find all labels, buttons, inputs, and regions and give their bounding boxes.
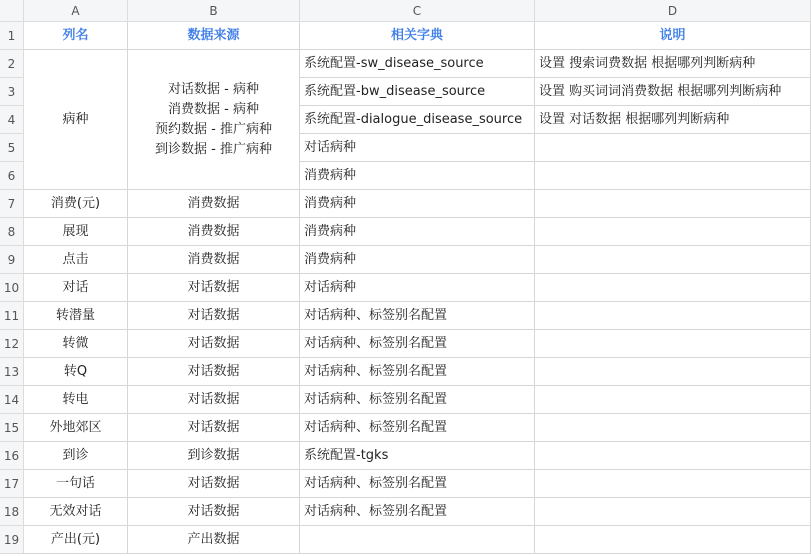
table-cell-c[interactable]: 消费病种 (300, 162, 535, 190)
table-cell-a[interactable]: 外地郊区 (24, 414, 128, 442)
table-cell-c[interactable]: 对话病种、标签别名配置 (300, 302, 535, 330)
table-cell-b[interactable]: 对话数据 (128, 330, 300, 358)
data-source-line: 预约数据 - 推广病种 (155, 121, 272, 137)
row-number[interactable]: 6 (0, 162, 24, 190)
table-cell-c[interactable]: 对话病种、标签别名配置 (300, 330, 535, 358)
table-cell-c[interactable] (300, 526, 535, 554)
table-cell-d[interactable] (535, 442, 811, 470)
table-cell-a[interactable]: 无效对话 (24, 498, 128, 526)
table-cell-b[interactable]: 消费数据 (128, 190, 300, 218)
row-number[interactable]: 5 (0, 134, 24, 162)
table-cell-b[interactable]: 对话数据 (128, 498, 300, 526)
table-cell-a[interactable]: 转微 (24, 330, 128, 358)
table-cell-a[interactable]: 转Q (24, 358, 128, 386)
table-cell-d[interactable]: 设置 搜索词费数据 根据哪列判断病种 (535, 50, 811, 78)
table-cell-b[interactable]: 产出数据 (128, 526, 300, 554)
column-header-d[interactable]: D (535, 0, 811, 22)
row-number[interactable]: 13 (0, 358, 24, 386)
table-cell-c[interactable]: 系统配置-tgks (300, 442, 535, 470)
table-cell-d[interactable] (535, 274, 811, 302)
table-cell-d[interactable] (535, 134, 811, 162)
table-cell-d[interactable] (535, 498, 811, 526)
table-cell-c[interactable]: 消费病种 (300, 218, 535, 246)
table-cell-b[interactable]: 对话数据 (128, 274, 300, 302)
table-cell-c[interactable]: 消费病种 (300, 246, 535, 274)
table-cell-a[interactable]: 对话 (24, 274, 128, 302)
table-cell-b[interactable]: 对话数据 (128, 470, 300, 498)
table-cell-b[interactable]: 对话数据 (128, 302, 300, 330)
column-header-b[interactable]: B (128, 0, 300, 22)
table-cell-a[interactable]: 展现 (24, 218, 128, 246)
table-cell-d[interactable] (535, 162, 811, 190)
table-cell-d[interactable] (535, 470, 811, 498)
table-cell-b[interactable]: 对话数据 (128, 386, 300, 414)
table-cell-a[interactable]: 到诊 (24, 442, 128, 470)
table-cell-a[interactable]: 消费(元) (24, 190, 128, 218)
table-cell-d[interactable] (535, 386, 811, 414)
table-cell-d[interactable] (535, 190, 811, 218)
table-cell-d[interactable] (535, 302, 811, 330)
table-cell-d[interactable] (535, 218, 811, 246)
table-cell-d[interactable] (535, 526, 811, 554)
row-number[interactable]: 19 (0, 526, 24, 554)
table-cell-d[interactable]: 设置 对话数据 根据哪列判断病种 (535, 106, 811, 134)
select-all-corner[interactable] (0, 0, 24, 22)
data-source-line: 对话数据 - 病种 (168, 81, 259, 97)
table-cell-c[interactable]: 对话病种、标签别名配置 (300, 498, 535, 526)
table-cell-c[interactable]: 对话病种、标签别名配置 (300, 470, 535, 498)
table-cell-c[interactable]: 消费病种 (300, 190, 535, 218)
table-cell-b[interactable]: 消费数据 (128, 218, 300, 246)
row-number[interactable]: 7 (0, 190, 24, 218)
row-number[interactable]: 1 (0, 22, 24, 50)
table-cell-a[interactable]: 产出(元) (24, 526, 128, 554)
table-cell-b[interactable]: 对话数据 (128, 358, 300, 386)
row-number[interactable]: 11 (0, 302, 24, 330)
data-source-lines (155, 80, 272, 160)
row-number[interactable]: 16 (0, 442, 24, 470)
table-cell-d[interactable] (535, 358, 811, 386)
row-number[interactable]: 10 (0, 274, 24, 302)
table-cell-d[interactable] (535, 330, 811, 358)
table-cell-b[interactable]: 到诊数据 (128, 442, 300, 470)
row-number[interactable]: 15 (0, 414, 24, 442)
table-cell-c[interactable]: 系统配置-sw_disease_source (300, 50, 535, 78)
column-header-c[interactable]: C (300, 0, 535, 22)
row-number[interactable]: 18 (0, 498, 24, 526)
table-cell-b[interactable]: 消费数据 (128, 246, 300, 274)
row-number[interactable]: 12 (0, 330, 24, 358)
table-cell-c[interactable]: 对话病种 (300, 274, 535, 302)
table-cell-d[interactable] (535, 414, 811, 442)
row-number[interactable]: 3 (0, 78, 24, 106)
row-number[interactable]: 9 (0, 246, 24, 274)
table-cell-a[interactable]: 点击 (24, 246, 128, 274)
row-number[interactable]: 8 (0, 218, 24, 246)
row-number[interactable]: 14 (0, 386, 24, 414)
table-cell-c[interactable]: 系统配置-dialogue_disease_source (300, 106, 535, 134)
row-number[interactable]: 4 (0, 106, 24, 134)
table-cell-c[interactable]: 对话病种、标签别名配置 (300, 414, 535, 442)
merged-cell-disease[interactable]: 病种 (24, 50, 128, 190)
column-header-a[interactable]: A (24, 0, 128, 22)
table-cell-a[interactable]: 转电 (24, 386, 128, 414)
merged-cell-data-sources[interactable] (128, 50, 300, 190)
table-cell-c[interactable]: 系统配置-bw_disease_source (300, 78, 535, 106)
header-cell-a[interactable]: 列名 (24, 22, 128, 50)
header-cell-c[interactable]: 相关字典 (300, 22, 535, 50)
table-cell-d[interactable]: 设置 购买词词消费数据 根据哪列判断病种 (535, 78, 811, 106)
row-number[interactable]: 17 (0, 470, 24, 498)
data-source-line: 到诊数据 - 推广病种 (155, 141, 272, 157)
table-cell-a[interactable]: 一句话 (24, 470, 128, 498)
row-number[interactable]: 2 (0, 50, 24, 78)
data-source-line: 消费数据 - 病种 (168, 101, 259, 117)
table-cell-a[interactable]: 转潜量 (24, 302, 128, 330)
table-cell-d[interactable] (535, 246, 811, 274)
table-cell-c[interactable]: 对话病种、标签别名配置 (300, 358, 535, 386)
table-cell-c[interactable]: 对话病种、标签别名配置 (300, 386, 535, 414)
header-cell-b[interactable]: 数据来源 (128, 22, 300, 50)
header-cell-d[interactable]: 说明 (535, 22, 811, 50)
table-cell-b[interactable]: 对话数据 (128, 414, 300, 442)
table-cell-c[interactable]: 对话病种 (300, 134, 535, 162)
